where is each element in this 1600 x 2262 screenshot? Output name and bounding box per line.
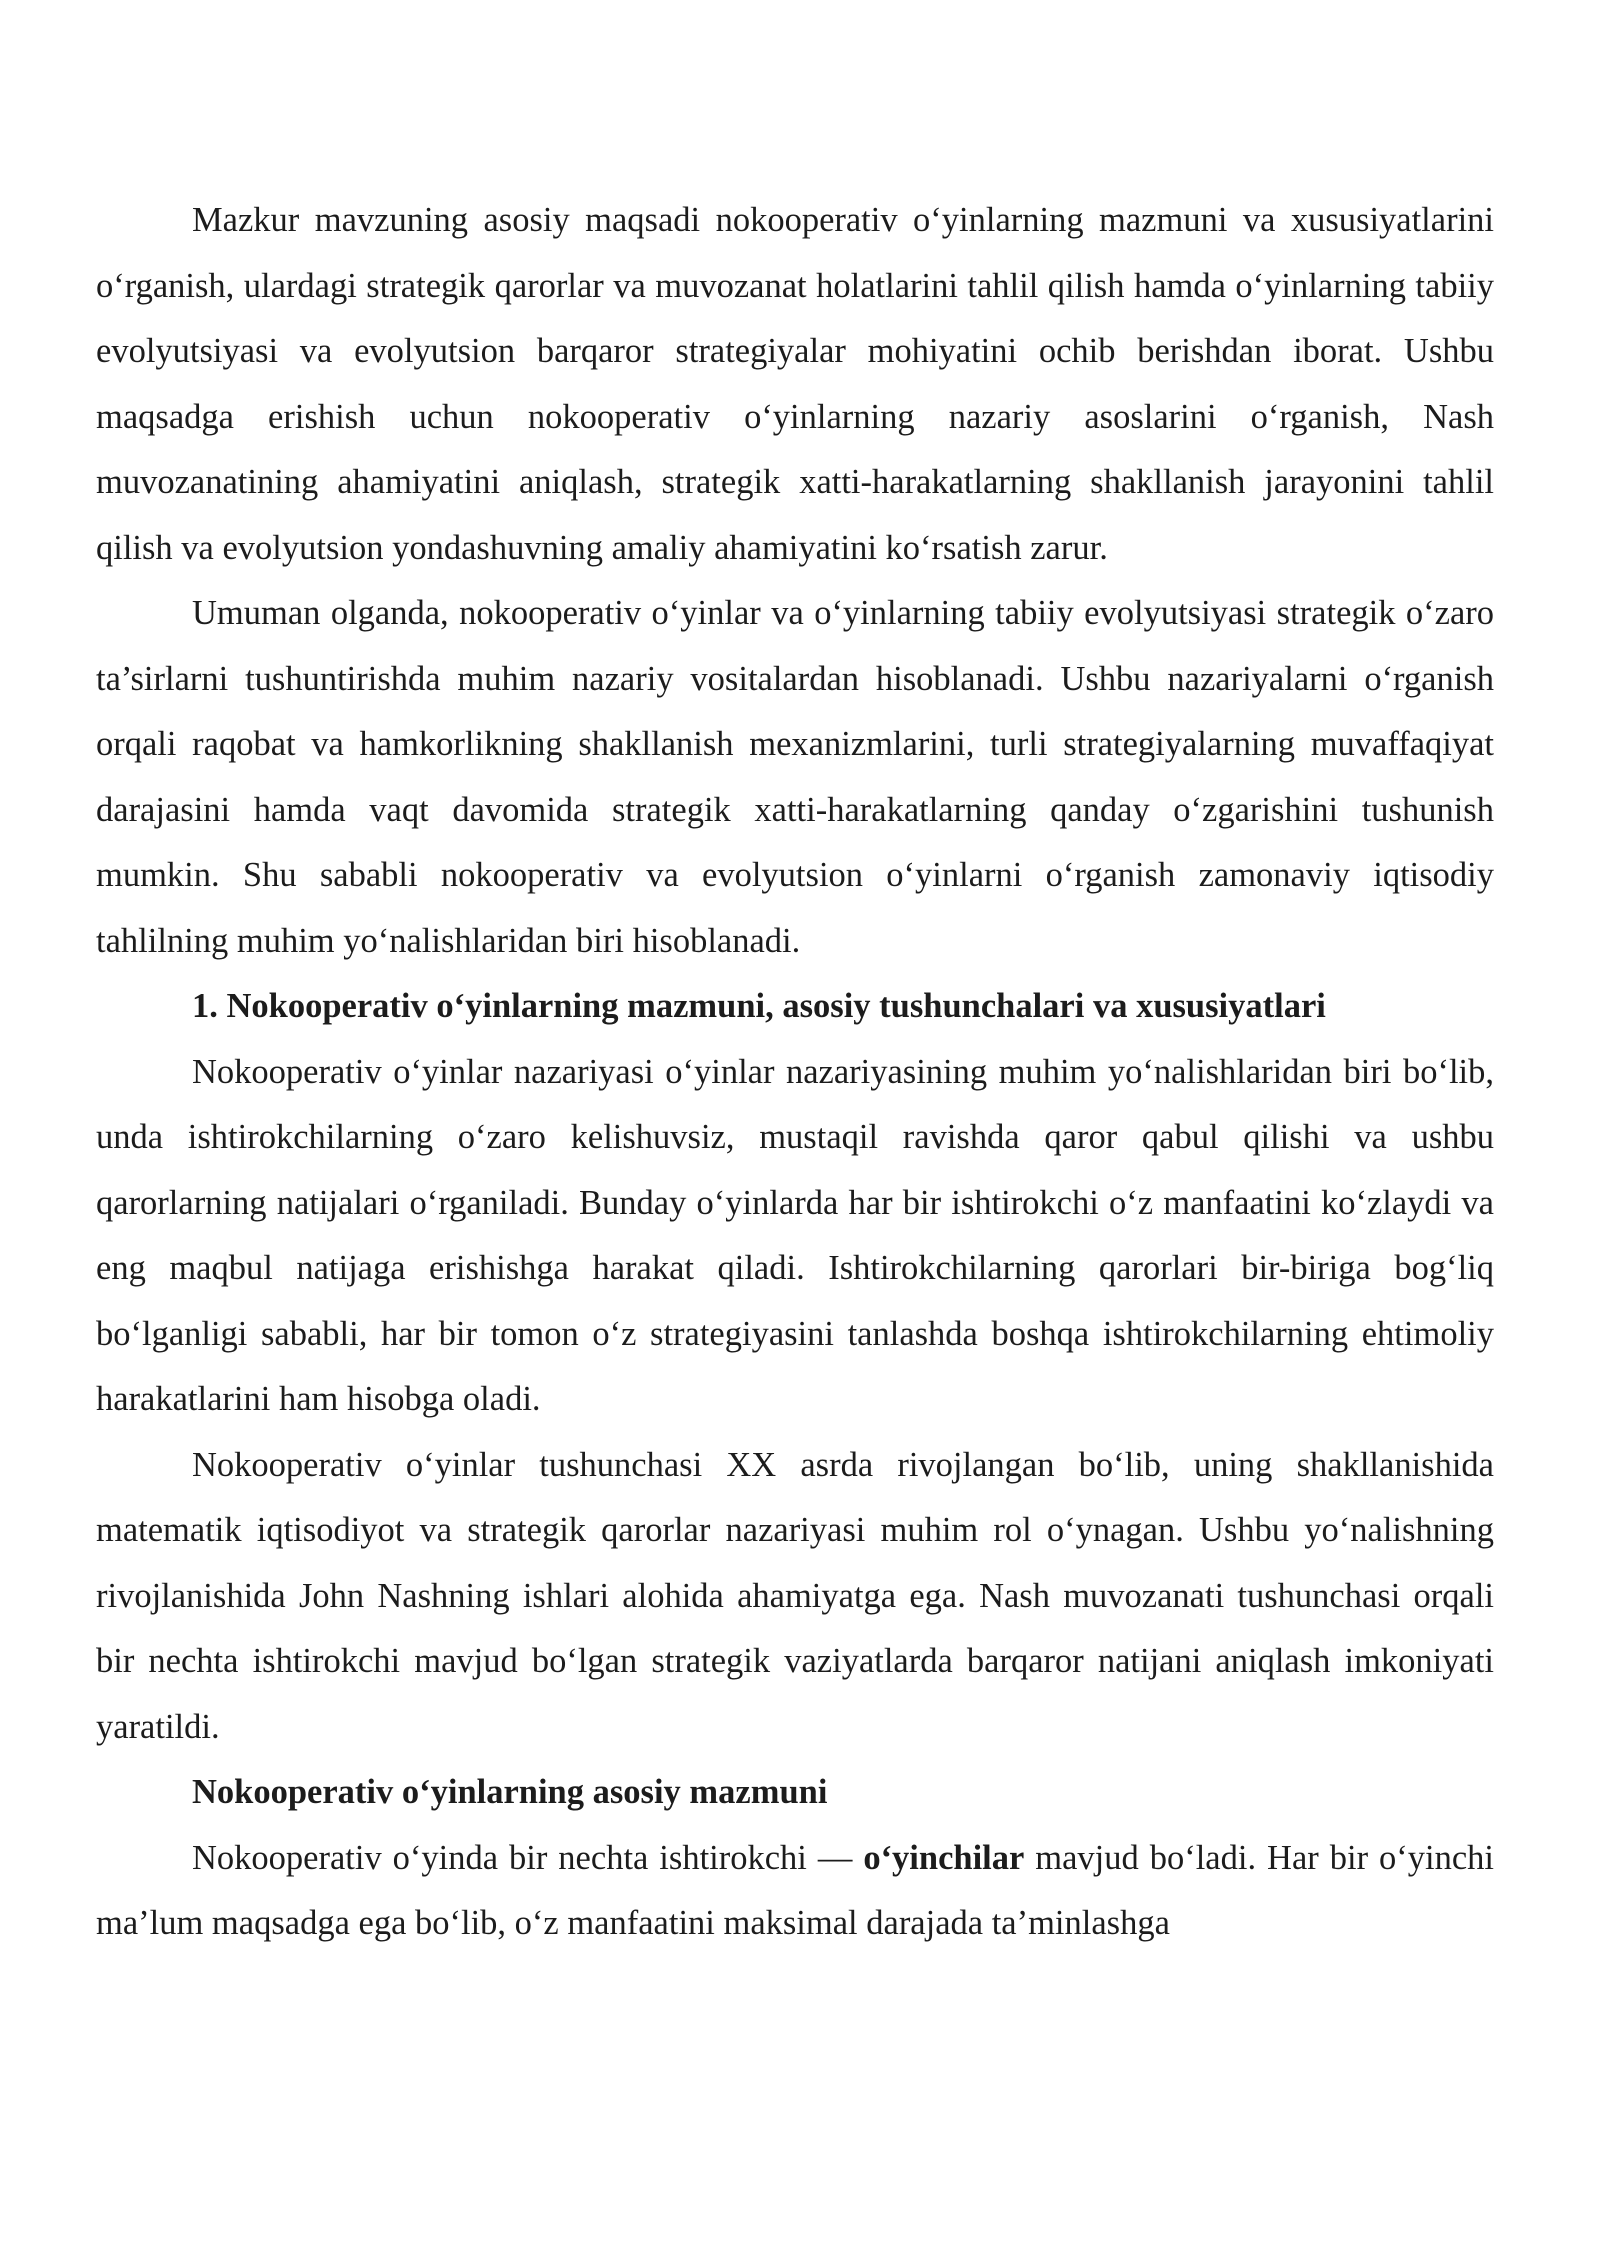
section-heading: 1. Nokooperativ o‘yinlarning mazmuni, asosiy tushunchalari va xususiyatlari xyxy=(192,987,1326,1025)
intro-paragraph: Mazkur mavzuning asosiy maqsadi nokooperativ o‘yinlarning mazmuni va xususiyatlarini o‘rganish, ulardagi strategik qarorlar va muvozanat holatlarini tahlil qilish hamda o‘yinlarning tabiiy evolyutsiyasi va evolyutsion barqaror strategiyalar mohiyatini ochib berishdan iborat. Ushbu maqsadga erishish uchun nokooperativ o‘yinlarning nazariy asoslarini o‘rganish, Nash muvozanatining ahamiyatini aniqlash, strategik xatti-harakatlarning shakllanish jarayonini tahlil qilish va evolyutsion yondashuvning amaliy ahamiyatini ko‘rsatish zarur. xyxy=(96,201,1494,567)
subsection-heading: Nokooperativ o‘yinlarning asosiy mazmuni xyxy=(192,1773,828,1811)
body-paragraph: Nokooperativ o‘yinlar nazariyasi o‘yinlar nazariyasining muhim yo‘nalishlaridan biri bo‘lib, unda ishtirokchilarning o‘zaro kelishuvsiz, mustaqil ravishda qaror qabul qilishi va ushbu qarorlarning natijalari o‘rganiladi. Bunday o‘yinlarda har bir ishtirokchi o‘z manfaatini ko‘zlaydi va eng maqbul natijaga erishishga harakat qiladi. Ishtirokchilarning qarorlari bir-biriga bog‘liq bo‘lganligi sababli, har bir tomon o‘z strategiyasini tanlashda boshqa ishtirokchilarning ehtimoliy harakatlarini ham hisobga oladi. xyxy=(96,1052,1494,1418)
paragraph-text: Nokooperativ o‘yinda bir nechta ishtirokchi — xyxy=(192,1838,864,1877)
body-paragraph xyxy=(96,1826,1494,1957)
summary-paragraph: Umuman olganda, nokooperativ o‘yinlar va o‘yinlarning tabiiy evolyutsiyasi strategik o‘zaro ta’sirlarni tushuntirishda muhim nazariy vositalardan hisoblanadi. Ushbu nazariyalarni o‘rganish orqali raqobat va hamkorlikning shakllanish mexanizmlarini, turli strategiyalarning muvaffaqiyat darajasini hamda vaqt davomida strategik xatti-harakatlarning qanday o‘zgarishini tushunish mumkin. Shu sababli nokooperativ va evolyutsion o‘yinlarni o‘rganish zamonaviy iqtisodiy tahlilning muhim yo‘nalishlaridan biri hisoblanadi. xyxy=(96,594,1494,960)
paragraph-text: mavjud bo‘ladi. Har bir o‘yinchi ma’lum maqsadga ega bo‘lib, o‘z manfaatini maksimal darajada ta’minlashga xyxy=(96,1838,1494,1942)
document-page xyxy=(96,188,1494,1957)
body-paragraph: Nokooperativ o‘yinlar tushunchasi XX asrda rivojlangan bo‘lib, uning shakllanishida matematik iqtisodiyot va strategik qarorlar nazariyasi muhim rol o‘ynagan. Ushbu yo‘nalishning rivojlanishida John Nashning ishlari alohida ahamiyatga ega. Nash muvozanati tushunchasi orqali bir nechta ishtirokchi mavjud bo‘lgan strategik vaziyatlarda barqaror natijani aniqlash imkoniyati yaratildi. xyxy=(96,1445,1494,1746)
bold-term: o‘yinchilar xyxy=(863,1838,1025,1877)
